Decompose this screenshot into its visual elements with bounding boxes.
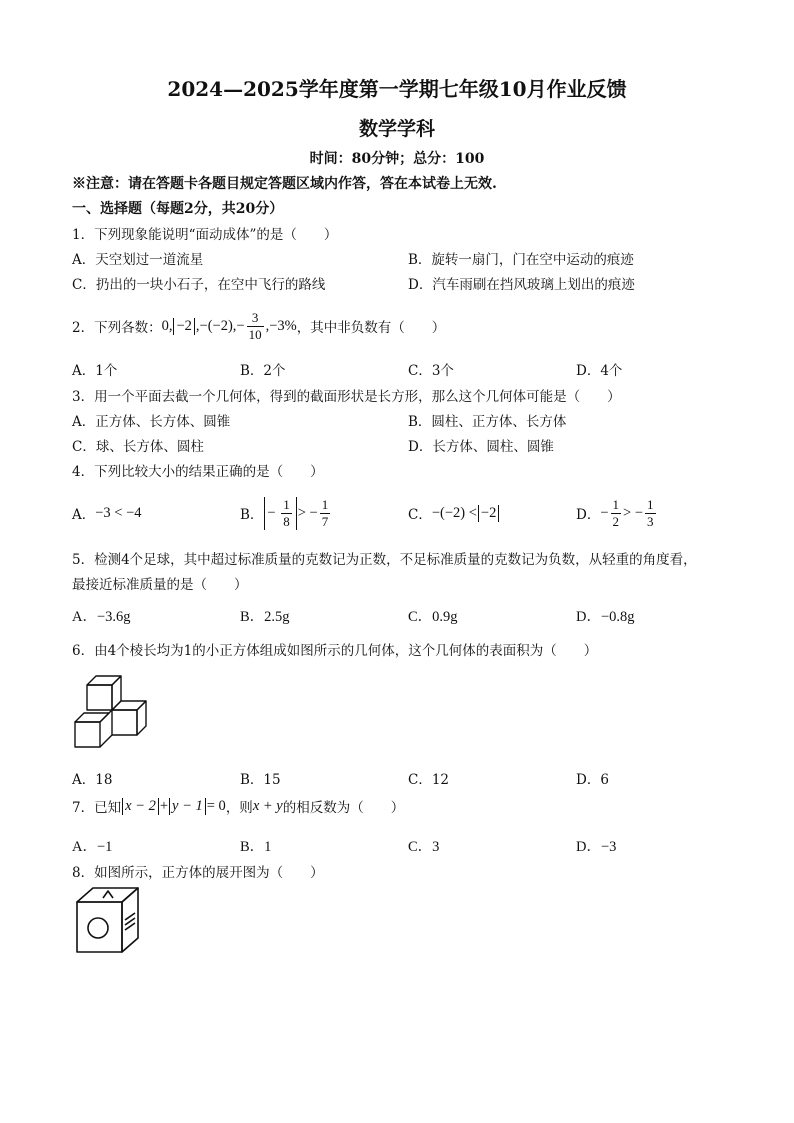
- section-heading: 一、选择题（每题2分，共20分）: [72, 201, 284, 217]
- question-2-option-d: D．4个: [576, 363, 623, 379]
- question-4-option-d: [576, 494, 658, 532]
- question-1-option-d: D．汽车雨刷在挡风玻璃上划出的痕迹: [408, 277, 635, 293]
- option-math: −3 < −4: [95, 504, 142, 521]
- question-3-option-b: B．圆柱、正方体、长方体: [408, 414, 567, 430]
- question-5-option-d: D．−0.8g: [576, 609, 635, 625]
- question-1-option-a: A．天空划过一道流星: [72, 252, 204, 268]
- question-2-lead: 2．下列各数：: [72, 320, 162, 336]
- question-2-abs-value: −2: [173, 318, 194, 335]
- question-3-option-c: C．球、长方体、圆柱: [72, 439, 204, 455]
- question-1-stem: 1．下列现象能说明“面动成体”的是（ ）: [72, 227, 338, 243]
- question-7-lead: 7．已知: [72, 800, 122, 816]
- fraction-numerator: 1: [321, 496, 329, 512]
- fraction: [320, 497, 331, 530]
- fraction-denominator: 7: [321, 513, 329, 529]
- x-plus-y: x + y: [252, 797, 283, 814]
- question-5-stem-line-2: 最接近标准质量的是（ ）: [72, 577, 248, 593]
- question-7-option-c: C．3: [408, 839, 440, 855]
- question-3-option-d: D．长方体、圆柱、圆锥: [408, 439, 554, 455]
- question-6-option-d: D．6: [576, 772, 609, 788]
- fraction: [611, 497, 622, 530]
- fraction-numerator: 3: [247, 310, 264, 327]
- question-1-option-c: C．扔出的一块小石子，在空中飞行的路线: [72, 277, 326, 293]
- abs-y-minus-1: y − 1: [169, 798, 206, 815]
- minus-sign: −: [600, 504, 609, 521]
- left-cube-front-face: [75, 722, 100, 747]
- question-7-option-d: D．−3: [576, 839, 617, 855]
- question-4-option-a: [72, 494, 142, 532]
- cube-front-face: [77, 902, 122, 952]
- fraction: [281, 497, 292, 530]
- question-2-stem: [72, 306, 445, 346]
- cube-stack-figure: [70, 664, 156, 752]
- cube-side-face: [122, 888, 138, 952]
- question-4-option-c: [408, 494, 500, 532]
- right-cube-front-face: [112, 710, 137, 735]
- option-label: D．: [576, 507, 601, 523]
- fraction-denominator: 10: [248, 326, 262, 342]
- question-5-option-a: A．−3.6g: [72, 609, 131, 625]
- abs-x-minus-2: x − 2: [122, 798, 159, 815]
- option-math: −(−2) <: [431, 504, 477, 521]
- caret-mark: [103, 891, 113, 898]
- question-2-option-b: B．2个: [240, 363, 286, 379]
- question-7-mid: ，则: [225, 800, 253, 816]
- fraction-denominator: 8: [283, 513, 290, 529]
- question-7-stem: [72, 796, 404, 816]
- question-5-option-c: C．0.9g: [408, 609, 458, 625]
- right-cube-side-face: [137, 701, 146, 735]
- subject-title: 数学学科: [358, 118, 435, 140]
- fraction-denominator: 2: [612, 513, 620, 529]
- option-label: A．: [72, 507, 96, 523]
- question-8-stem: 8．如图所示，正方体的展开图为（ ）: [72, 865, 324, 881]
- fraction-numerator: 1: [283, 496, 290, 512]
- abs-value: −2: [478, 505, 499, 522]
- question-3-option-a: A．正方体、长方体、圆锥: [72, 414, 231, 430]
- question-4-stem: 4．下列比较大小的结果正确的是（ ）: [72, 464, 324, 480]
- question-4-option-b: [240, 494, 332, 532]
- exam-title: 2024—2025学年度第一学期七年级10月作业反馈: [167, 77, 627, 101]
- question-2-option-a: A．1个: [72, 363, 118, 379]
- question-3-stem: 3．用一个平面去截一个几何体，得到的截面形状是长方形，那么这个几何体可能是（ ）: [72, 389, 621, 405]
- circle-mark: [88, 918, 108, 938]
- comparison-sign: > −: [297, 504, 318, 521]
- plus-sign: +: [159, 797, 169, 814]
- question-6-stem: 6．由4个棱长均为1的小正方体组成如图所示的几何体，这个几何体的表面积为（ ）: [72, 643, 598, 659]
- comparison-sign: > −: [623, 504, 643, 521]
- question-2-term-4: ,−3%: [265, 317, 297, 334]
- option-label: C．: [408, 507, 432, 523]
- question-7-option-a: A．−1: [72, 839, 113, 855]
- question-5-stem-line-1: 5．检测4个足球，其中超过标准质量的克数记为正数，不足标准质量的克数记为负数，从轻重的角度看，: [72, 552, 697, 568]
- question-2-tail: ，其中非负数有（ ）: [296, 320, 446, 336]
- question-2-term-3: ,−(−2),−: [195, 317, 245, 334]
- question-5-option-b: B．2.5g: [240, 609, 290, 625]
- question-2-option-c: C．3个: [408, 363, 454, 379]
- equals-zero: = 0: [206, 797, 226, 814]
- fraction-numerator: 1: [647, 496, 654, 512]
- question-2-fraction: [247, 310, 264, 343]
- question-7-option-b: B．1: [240, 839, 272, 855]
- minus-sign: −: [267, 504, 276, 521]
- fraction: [645, 497, 656, 530]
- fraction-denominator: 3: [647, 513, 654, 529]
- notice-line: ※注意：请在答题卡各题目规定答题区域内作答，答在本试卷上无效.: [72, 176, 497, 192]
- question-2-term-1: 0,: [161, 317, 173, 334]
- abs-value-fraction: [264, 497, 296, 530]
- question-6-option-c: C．12: [408, 772, 450, 788]
- question-6-option-b: B．15: [240, 772, 281, 788]
- top-cube-front-face: [87, 685, 112, 710]
- option-label: B．: [240, 507, 264, 523]
- fraction-numerator: 1: [612, 496, 620, 512]
- marked-cube-figure: [72, 882, 146, 956]
- question-1-option-b: B．旋转一扇门，门在空中运动的痕迹: [408, 252, 634, 268]
- question-6-option-a: A．18: [72, 772, 113, 788]
- time-score-line: 时间：80分钟；总分：100: [309, 151, 485, 167]
- question-7-tail: 的相反数为（ ）: [282, 800, 405, 816]
